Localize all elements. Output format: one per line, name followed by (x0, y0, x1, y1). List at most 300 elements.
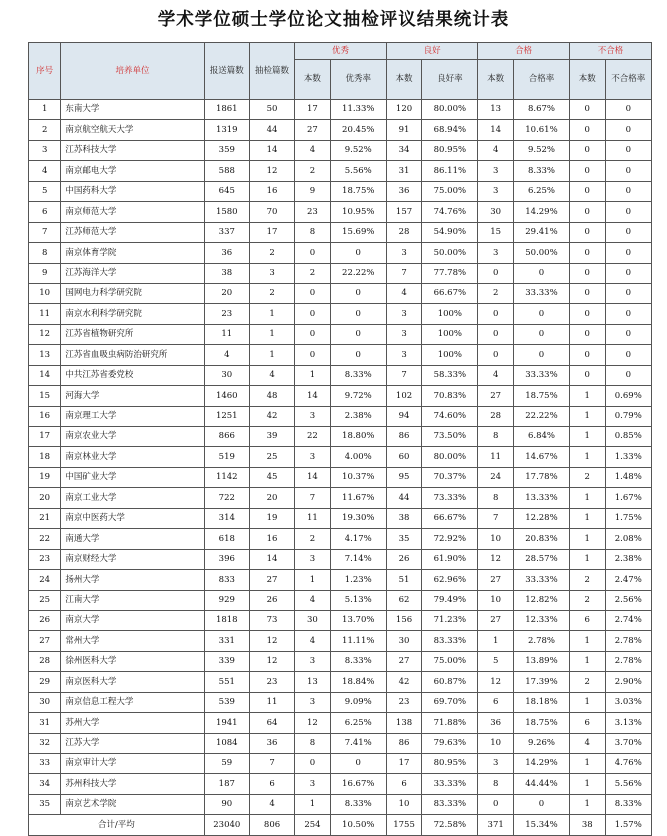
cell-fail-count: 1 (569, 774, 605, 794)
table-row (29, 672, 652, 692)
total-excellent-count: 254 (295, 815, 331, 836)
cell-unit: 南通大学 (61, 529, 204, 549)
cell-good-rate: 69.70% (422, 692, 478, 712)
cell-no: 22 (29, 529, 61, 549)
cell-unit: 中共江苏省委党校 (61, 365, 204, 385)
cell-pass-count: 3 (478, 243, 514, 263)
table-row (29, 100, 652, 120)
cell-pass-rate: 28.57% (513, 549, 569, 569)
cell-good-rate: 83.33% (422, 794, 478, 814)
cell-good-count: 3 (386, 304, 422, 324)
cell-fail-count: 1 (569, 794, 605, 814)
cell-fail-rate: 0 (605, 304, 651, 324)
cell-unit: 南京航空航天大学 (61, 120, 204, 140)
cell-excellent-rate: 10.37% (330, 467, 386, 487)
cell-fail-count: 0 (569, 120, 605, 140)
cell-fail-rate: 2.38% (605, 549, 651, 569)
cell-pass-rate: 12.82% (513, 590, 569, 610)
cell-fail-rate: 2.74% (605, 610, 651, 630)
cell-sampled: 4 (249, 365, 294, 385)
header-reported: 报送篇数 (204, 43, 249, 100)
cell-no: 20 (29, 488, 61, 508)
cell-pass-count: 0 (478, 324, 514, 344)
cell-good-rate: 80.95% (422, 140, 478, 160)
cell-fail-count: 0 (569, 181, 605, 201)
cell-excellent-count: 27 (295, 120, 331, 140)
header-fail-rate: 不合格率 (605, 60, 651, 100)
cell-pass-count: 5 (478, 651, 514, 671)
cell-good-count: 51 (386, 570, 422, 590)
cell-excellent-count: 0 (295, 324, 331, 344)
cell-sampled: 12 (249, 161, 294, 181)
cell-unit: 南京水利科学研究院 (61, 304, 204, 324)
cell-sampled: 11 (249, 692, 294, 712)
cell-excellent-count: 3 (295, 549, 331, 569)
cell-excellent-rate: 22.22% (330, 263, 386, 283)
cell-fail-count: 1 (569, 692, 605, 712)
cell-pass-count: 24 (478, 467, 514, 487)
cell-good-count: 6 (386, 774, 422, 794)
cell-pass-rate: 12.28% (513, 508, 569, 528)
cell-excellent-count: 1 (295, 365, 331, 385)
cell-fail-rate: 0 (605, 365, 651, 385)
table-row (29, 161, 652, 181)
cell-pass-rate: 18.18% (513, 692, 569, 712)
cell-excellent-rate: 5.13% (330, 590, 386, 610)
cell-good-rate: 60.87% (422, 672, 478, 692)
cell-reported: 866 (204, 427, 249, 447)
table-row (29, 263, 652, 283)
cell-excellent-count: 8 (295, 222, 331, 242)
cell-excellent-count: 3 (295, 651, 331, 671)
cell-fail-count: 2 (569, 570, 605, 590)
cell-good-count: 62 (386, 590, 422, 610)
table-row (29, 120, 652, 140)
cell-sampled: 73 (249, 610, 294, 630)
cell-reported: 618 (204, 529, 249, 549)
cell-excellent-count: 3 (295, 692, 331, 712)
cell-unit: 江苏海洋大学 (61, 263, 204, 283)
cell-fail-count: 0 (569, 202, 605, 222)
cell-good-rate: 66.67% (422, 508, 478, 528)
cell-fail-rate: 0 (605, 283, 651, 303)
cell-unit: 徐州医科大学 (61, 651, 204, 671)
cell-reported: 59 (204, 754, 249, 774)
cell-good-count: 86 (386, 733, 422, 753)
cell-excellent-rate: 9.52% (330, 140, 386, 160)
cell-unit: 南京体育学院 (61, 243, 204, 263)
cell-pass-rate: 6.84% (513, 427, 569, 447)
cell-excellent-count: 17 (295, 100, 331, 120)
header-excellent: 优秀 (295, 43, 387, 60)
cell-pass-count: 0 (478, 345, 514, 365)
cell-fail-count: 1 (569, 406, 605, 426)
cell-excellent-rate: 10.95% (330, 202, 386, 222)
cell-fail-count: 0 (569, 304, 605, 324)
cell-excellent-count: 12 (295, 713, 331, 733)
cell-fail-count: 0 (569, 324, 605, 344)
cell-excellent-rate: 1.23% (330, 570, 386, 590)
cell-unit: 南京邮电大学 (61, 161, 204, 181)
cell-good-rate: 79.63% (422, 733, 478, 753)
cell-fail-rate: 0 (605, 140, 651, 160)
cell-pass-rate: 50.00% (513, 243, 569, 263)
cell-unit: 中国药科大学 (61, 181, 204, 201)
cell-pass-count: 8 (478, 488, 514, 508)
cell-good-rate: 77.78% (422, 263, 478, 283)
cell-unit: 江苏师范大学 (61, 222, 204, 242)
cell-excellent-count: 9 (295, 181, 331, 201)
cell-no: 18 (29, 447, 61, 467)
cell-unit: 南京工业大学 (61, 488, 204, 508)
cell-fail-count: 2 (569, 467, 605, 487)
cell-excellent-count: 11 (295, 508, 331, 528)
cell-reported: 331 (204, 631, 249, 651)
cell-no: 29 (29, 672, 61, 692)
cell-unit: 中国矿业大学 (61, 467, 204, 487)
cell-unit: 苏州科技大学 (61, 774, 204, 794)
cell-pass-rate: 17.39% (513, 672, 569, 692)
cell-good-rate: 73.50% (422, 427, 478, 447)
cell-excellent-rate: 7.41% (330, 733, 386, 753)
cell-pass-rate: 13.33% (513, 488, 569, 508)
table-row (29, 651, 652, 671)
table-row (29, 386, 652, 406)
table-row (29, 488, 652, 508)
cell-unit: 南京师范大学 (61, 202, 204, 222)
cell-pass-count: 13 (478, 100, 514, 120)
cell-excellent-rate: 0 (330, 324, 386, 344)
cell-excellent-rate: 18.84% (330, 672, 386, 692)
header-good: 良好 (386, 43, 478, 60)
cell-unit: 苏州大学 (61, 713, 204, 733)
cell-reported: 4 (204, 345, 249, 365)
cell-no: 28 (29, 651, 61, 671)
cell-fail-count: 4 (569, 733, 605, 753)
table-row (29, 754, 652, 774)
cell-fail-rate: 2.08% (605, 529, 651, 549)
cell-no: 4 (29, 161, 61, 181)
cell-no: 13 (29, 345, 61, 365)
cell-fail-rate: 4.76% (605, 754, 651, 774)
total-pass-count: 371 (478, 815, 514, 836)
cell-fail-rate: 0 (605, 161, 651, 181)
cell-fail-count: 0 (569, 243, 605, 263)
cell-reported: 588 (204, 161, 249, 181)
cell-pass-rate: 18.75% (513, 386, 569, 406)
cell-fail-count: 1 (569, 488, 605, 508)
cell-good-count: 34 (386, 140, 422, 160)
cell-sampled: 45 (249, 467, 294, 487)
cell-pass-rate: 0 (513, 794, 569, 814)
cell-no: 34 (29, 774, 61, 794)
cell-excellent-count: 14 (295, 467, 331, 487)
cell-no: 32 (29, 733, 61, 753)
table-row (29, 140, 652, 160)
table-row (29, 713, 652, 733)
cell-reported: 1818 (204, 610, 249, 630)
cell-pass-count: 15 (478, 222, 514, 242)
cell-pass-count: 10 (478, 529, 514, 549)
cell-excellent-count: 2 (295, 161, 331, 181)
cell-sampled: 39 (249, 427, 294, 447)
cell-good-count: 7 (386, 365, 422, 385)
total-excellent-rate: 10.50% (330, 815, 386, 836)
cell-pass-count: 4 (478, 365, 514, 385)
cell-excellent-rate: 11.67% (330, 488, 386, 508)
cell-pass-rate: 20.83% (513, 529, 569, 549)
cell-pass-count: 27 (478, 386, 514, 406)
cell-no: 23 (29, 549, 61, 569)
cell-fail-rate: 0 (605, 345, 651, 365)
cell-fail-rate: 0 (605, 243, 651, 263)
cell-fail-rate: 0 (605, 324, 651, 344)
cell-pass-count: 27 (478, 610, 514, 630)
cell-excellent-rate: 4.00% (330, 447, 386, 467)
cell-fail-rate: 0 (605, 222, 651, 242)
table-row (29, 570, 652, 590)
cell-no: 17 (29, 427, 61, 447)
header-good-count: 本数 (386, 60, 422, 100)
cell-no: 24 (29, 570, 61, 590)
cell-no: 15 (29, 386, 61, 406)
cell-excellent-rate: 11.33% (330, 100, 386, 120)
cell-good-count: 23 (386, 692, 422, 712)
table-row (29, 733, 652, 753)
cell-reported: 722 (204, 488, 249, 508)
cell-no: 9 (29, 263, 61, 283)
cell-excellent-count: 3 (295, 447, 331, 467)
cell-no: 35 (29, 794, 61, 814)
cell-excellent-count: 22 (295, 427, 331, 447)
cell-fail-rate: 0 (605, 181, 651, 201)
cell-good-rate: 75.00% (422, 181, 478, 201)
cell-excellent-count: 2 (295, 263, 331, 283)
table-row (29, 467, 652, 487)
cell-excellent-count: 1 (295, 570, 331, 590)
table-row (29, 590, 652, 610)
cell-excellent-count: 3 (295, 406, 331, 426)
cell-unit: 南京中医药大学 (61, 508, 204, 528)
cell-good-rate: 80.00% (422, 100, 478, 120)
cell-unit: 南京信息工程大学 (61, 692, 204, 712)
cell-reported: 519 (204, 447, 249, 467)
cell-excellent-count: 1 (295, 794, 331, 814)
cell-good-rate: 61.90% (422, 549, 478, 569)
table-row (29, 222, 652, 242)
cell-reported: 314 (204, 508, 249, 528)
cell-no: 33 (29, 754, 61, 774)
table-row (29, 427, 652, 447)
cell-sampled: 6 (249, 774, 294, 794)
cell-pass-count: 4 (478, 140, 514, 160)
cell-unit: 南京理工大学 (61, 406, 204, 426)
cell-good-rate: 100% (422, 345, 478, 365)
cell-reported: 1084 (204, 733, 249, 753)
cell-fail-rate: 0.69% (605, 386, 651, 406)
cell-excellent-rate: 8.33% (330, 651, 386, 671)
cell-fail-count: 0 (569, 100, 605, 120)
table-row (29, 610, 652, 630)
header-excellent-rate: 优秀率 (330, 60, 386, 100)
cell-pass-count: 12 (478, 549, 514, 569)
cell-sampled: 50 (249, 100, 294, 120)
cell-excellent-count: 23 (295, 202, 331, 222)
cell-unit: 常州大学 (61, 631, 204, 651)
cell-sampled: 25 (249, 447, 294, 467)
cell-reported: 11 (204, 324, 249, 344)
table-body (29, 100, 652, 836)
cell-good-count: 35 (386, 529, 422, 549)
header-good-rate: 良好率 (422, 60, 478, 100)
cell-pass-rate: 8.33% (513, 161, 569, 181)
cell-pass-count: 28 (478, 406, 514, 426)
cell-excellent-rate: 18.80% (330, 427, 386, 447)
cell-pass-rate: 33.33% (513, 570, 569, 590)
cell-pass-count: 3 (478, 754, 514, 774)
cell-excellent-rate: 4.17% (330, 529, 386, 549)
cell-good-rate: 62.96% (422, 570, 478, 590)
cell-no: 2 (29, 120, 61, 140)
cell-unit: 南京林业大学 (61, 447, 204, 467)
table-row (29, 631, 652, 651)
cell-pass-rate: 9.52% (513, 140, 569, 160)
cell-pass-count: 36 (478, 713, 514, 733)
cell-unit: 江苏大学 (61, 733, 204, 753)
cell-fail-rate: 0.85% (605, 427, 651, 447)
cell-pass-rate: 33.33% (513, 283, 569, 303)
cell-pass-rate: 44.44% (513, 774, 569, 794)
cell-good-count: 102 (386, 386, 422, 406)
cell-good-rate: 80.95% (422, 754, 478, 774)
cell-reported: 833 (204, 570, 249, 590)
header-excellent-count: 本数 (295, 60, 331, 100)
cell-unit: 南京财经大学 (61, 549, 204, 569)
cell-no: 1 (29, 100, 61, 120)
cell-excellent-rate: 8.33% (330, 794, 386, 814)
cell-sampled: 36 (249, 733, 294, 753)
cell-good-count: 157 (386, 202, 422, 222)
cell-good-count: 91 (386, 120, 422, 140)
cell-fail-rate: 0 (605, 100, 651, 120)
cell-fail-count: 1 (569, 651, 605, 671)
cell-pass-rate: 0 (513, 263, 569, 283)
cell-pass-rate: 13.89% (513, 651, 569, 671)
cell-pass-count: 11 (478, 447, 514, 467)
cell-pass-count: 30 (478, 202, 514, 222)
cell-excellent-rate: 0 (330, 304, 386, 324)
cell-no: 27 (29, 631, 61, 651)
cell-fail-count: 1 (569, 447, 605, 467)
cell-fail-count: 0 (569, 161, 605, 181)
cell-pass-rate: 12.33% (513, 610, 569, 630)
cell-fail-count: 2 (569, 590, 605, 610)
cell-good-count: 27 (386, 651, 422, 671)
cell-good-count: 44 (386, 488, 422, 508)
cell-pass-count: 27 (478, 570, 514, 590)
cell-fail-count: 1 (569, 427, 605, 447)
cell-reported: 90 (204, 794, 249, 814)
table-header (29, 43, 652, 100)
cell-excellent-rate: 0 (330, 243, 386, 263)
cell-excellent-count: 4 (295, 140, 331, 160)
cell-sampled: 42 (249, 406, 294, 426)
table-row (29, 304, 652, 324)
cell-sampled: 64 (249, 713, 294, 733)
cell-reported: 187 (204, 774, 249, 794)
cell-pass-rate: 0 (513, 304, 569, 324)
header-fail: 不合格 (569, 43, 651, 60)
total-pass-rate: 15.34% (513, 815, 569, 836)
cell-good-rate: 72.92% (422, 529, 478, 549)
cell-fail-rate: 1.48% (605, 467, 651, 487)
cell-unit: 南京大学 (61, 610, 204, 630)
table-row (29, 202, 652, 222)
cell-reported: 539 (204, 692, 249, 712)
cell-pass-count: 3 (478, 161, 514, 181)
cell-pass-count: 0 (478, 263, 514, 283)
cell-good-rate: 71.23% (422, 610, 478, 630)
cell-no: 14 (29, 365, 61, 385)
cell-fail-count: 1 (569, 549, 605, 569)
cell-no: 30 (29, 692, 61, 712)
cell-fail-count: 1 (569, 631, 605, 651)
header-sampled: 抽检篇数 (249, 43, 294, 100)
cell-no: 5 (29, 181, 61, 201)
cell-good-rate: 86.11% (422, 161, 478, 181)
cell-pass-count: 0 (478, 304, 514, 324)
cell-good-rate: 66.67% (422, 283, 478, 303)
cell-sampled: 17 (249, 222, 294, 242)
cell-sampled: 14 (249, 140, 294, 160)
header-pass: 合格 (478, 43, 570, 60)
cell-pass-rate: 14.29% (513, 202, 569, 222)
cell-reported: 1460 (204, 386, 249, 406)
cell-fail-count: 0 (569, 140, 605, 160)
cell-sampled: 3 (249, 263, 294, 283)
cell-excellent-rate: 2.38% (330, 406, 386, 426)
table-row (29, 447, 652, 467)
cell-no: 11 (29, 304, 61, 324)
cell-pass-count: 10 (478, 590, 514, 610)
cell-reported: 30 (204, 365, 249, 385)
cell-excellent-count: 3 (295, 774, 331, 794)
cell-fail-rate: 2.78% (605, 651, 651, 671)
cell-fail-rate: 8.33% (605, 794, 651, 814)
cell-unit: 东南大学 (61, 100, 204, 120)
header-unit: 培养单位 (61, 43, 204, 100)
cell-fail-rate: 0 (605, 202, 651, 222)
cell-excellent-count: 0 (295, 283, 331, 303)
cell-fail-rate: 2.90% (605, 672, 651, 692)
cell-fail-rate: 1.75% (605, 508, 651, 528)
cell-fail-rate: 3.70% (605, 733, 651, 753)
cell-fail-rate: 1.67% (605, 488, 651, 508)
cell-good-count: 42 (386, 672, 422, 692)
cell-reported: 23 (204, 304, 249, 324)
cell-unit: 南京艺术学院 (61, 794, 204, 814)
cell-good-rate: 50.00% (422, 243, 478, 263)
cell-excellent-rate: 5.56% (330, 161, 386, 181)
cell-fail-count: 6 (569, 610, 605, 630)
cell-excellent-rate: 8.33% (330, 365, 386, 385)
cell-reported: 20 (204, 283, 249, 303)
total-label: 合计/平均 (29, 815, 205, 836)
cell-pass-count: 12 (478, 672, 514, 692)
cell-excellent-rate: 11.11% (330, 631, 386, 651)
cell-good-rate: 54.90% (422, 222, 478, 242)
cell-good-rate: 58.33% (422, 365, 478, 385)
